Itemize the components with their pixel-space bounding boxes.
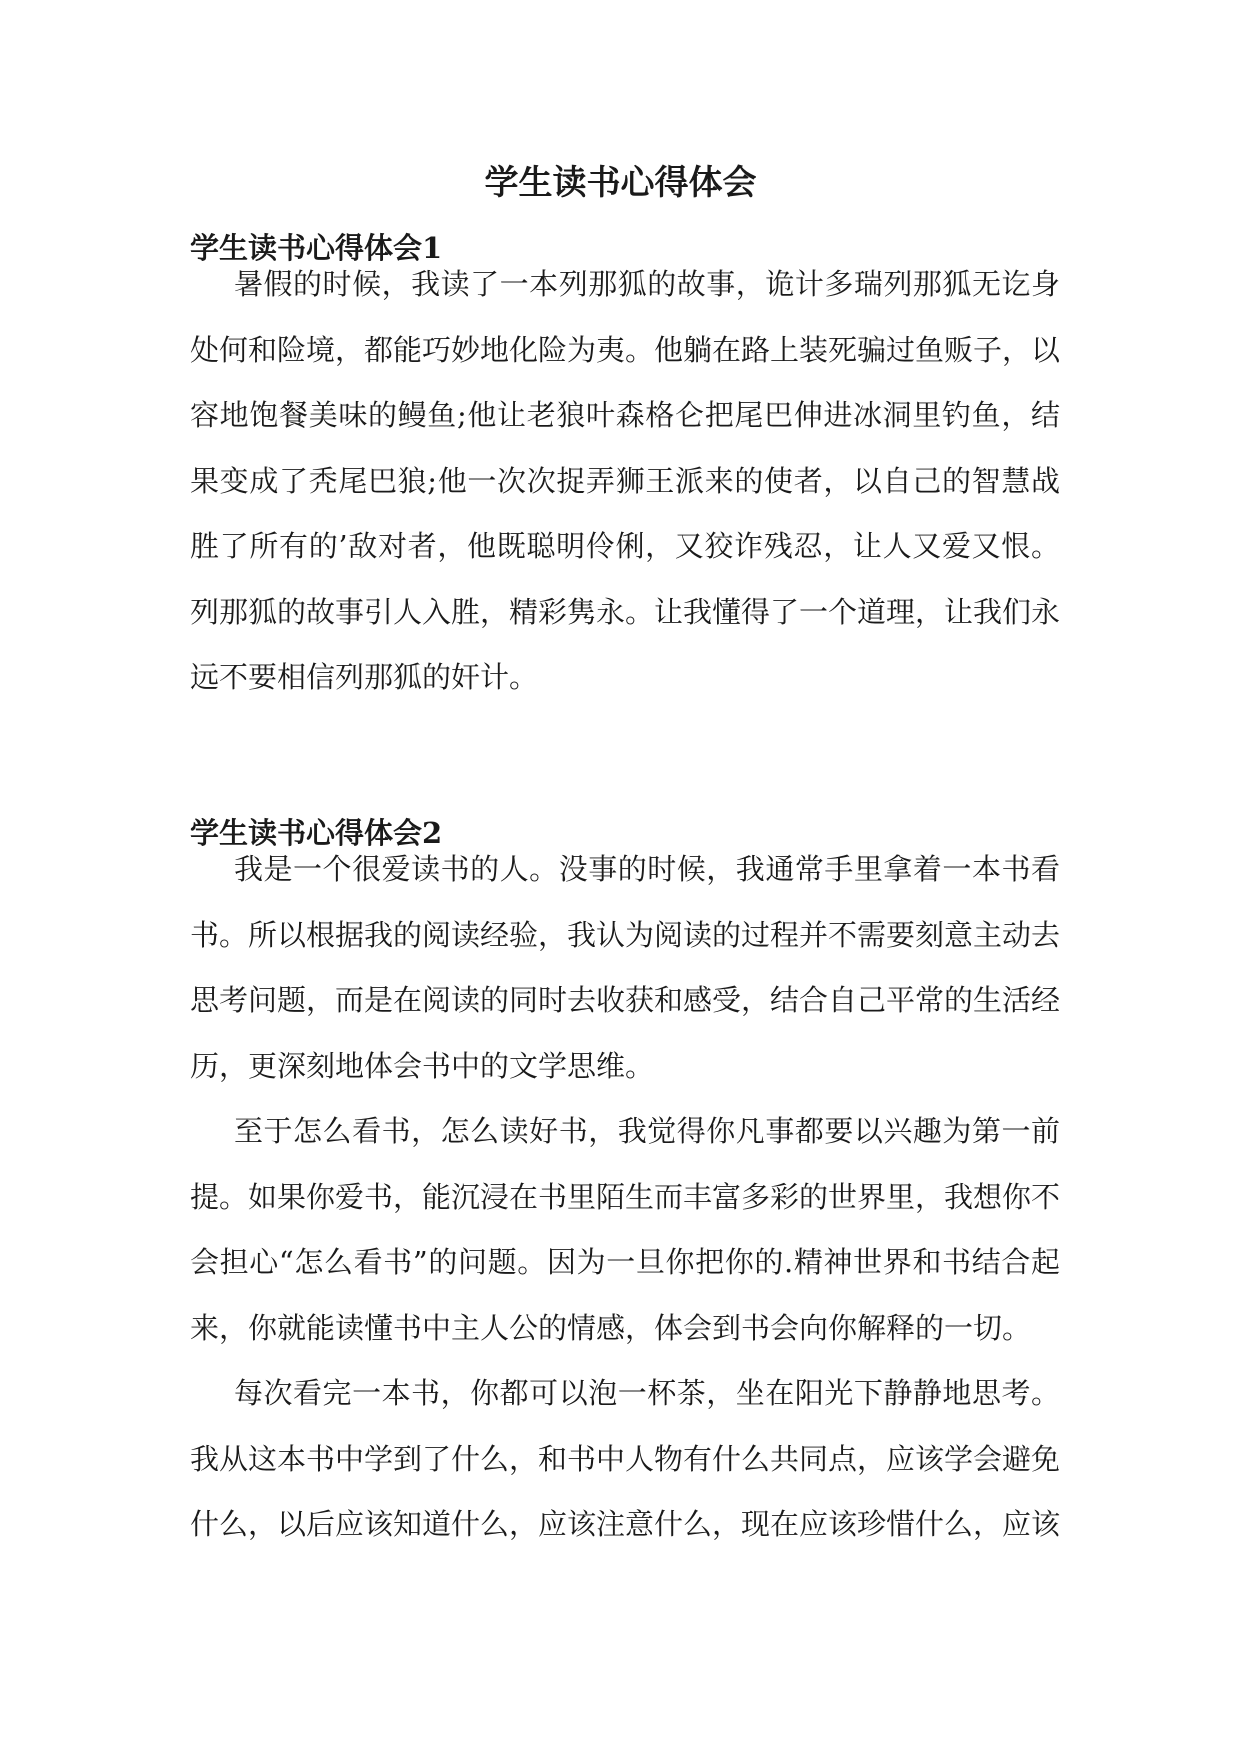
section-heading-1: 学生读书心得体会1 xyxy=(190,231,443,265)
paragraph-2-2: 至于怎么看书，怎么读好书，我觉得你凡事都要以兴趣为第一前提。如果你爱书，能沉浸在书里陌生而丰富多彩的世界里，我想你不会担心“怎么看书”的问题。因为一旦你把你的.精神世界和书结合起来，你就能读懂书中主人公的情感，体会到书会向你解释的一切。 xyxy=(190,1114,1061,1345)
page-title: 学生读书心得体会 xyxy=(484,163,757,203)
paragraph-2-1: 我是一个很爱读书的人。没事的时候，我通常手里拿着一本书看书。所以根据我的阅读经验，我认为阅读的过程并不需要刻意主动去思考问题，而是在阅读的同时去收获和感受，结合自己平常的生活经历，更深刻地体会书中的文学思维。 xyxy=(190,852,1061,1083)
section-heading-2: 学生读书心得体会2 xyxy=(190,816,443,850)
paragraph-1-1: 暑假的时候，我读了一本列那狐的故事，诡计多瑞列那狐无讫身处何和险境，都能巧妙地化险为夷。他躺在路上装死骗过鱼贩子，以容地饱餐美味的鳗鱼;他让老狼叶森格仑把尾巴伸进冰洞里钓鱼，结果变成了秃尾巴狼;他一次次捉弄狮王派来的使者，以自己的智慧战胜了所有的’敌对者，他既聪明伶俐，又狡诈残忍，让人又爱又恨。列那狐的故事引人入胜，精彩隽永。让我懂得了一个道理，让我们永远不要相信列那狐的奸计。 xyxy=(190,267,1061,694)
paragraph-2-3: 每次看完一本书，你都可以泡一杯茶，坐在阳光下静静地思考。我从这本书中学到了什么，和书中人物有什么共同点，应该学会避免什么，以后应该知道什么，应该注意什么，现在应该珍惜什么，应该 xyxy=(190,1376,1061,1541)
